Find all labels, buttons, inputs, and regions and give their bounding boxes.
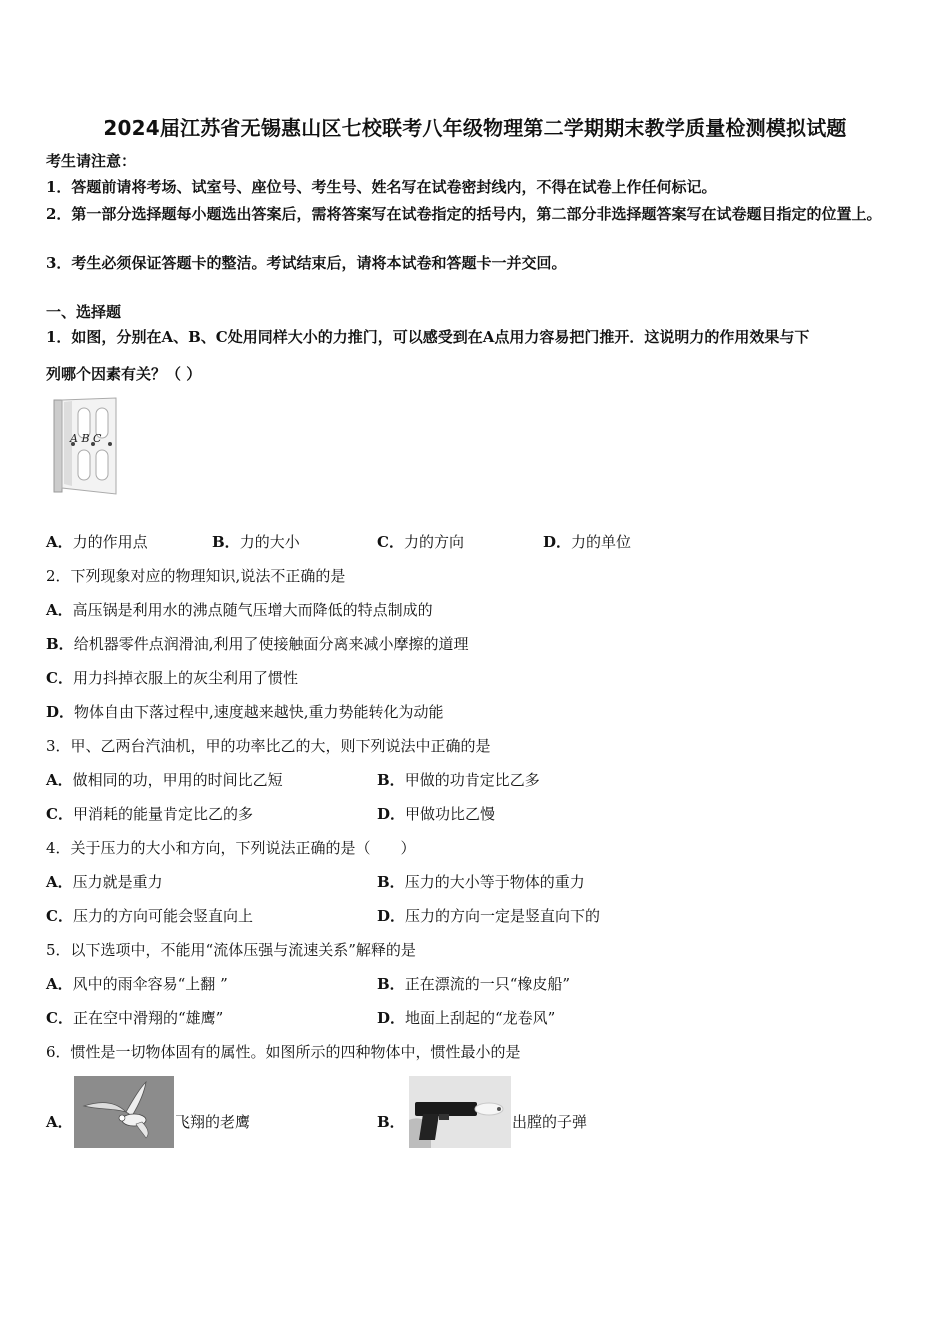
- q1-option-c[interactable]: C．力的方向: [377, 533, 464, 551]
- q2-option-c[interactable]: C．用力抖掉衣服上的灰尘利用了惯性: [46, 669, 298, 687]
- q1-stem-line2: 列哪个因素有关？（ ）: [46, 365, 202, 383]
- q1-option-d[interactable]: D．力的单位: [543, 533, 632, 551]
- q3-option-a[interactable]: A．做相同的功，甲用的时间比乙短: [46, 771, 283, 789]
- q5-option-a[interactable]: A．风中的雨伞容易“上翻 ”: [46, 975, 228, 993]
- q2-stem: 2．下列现象对应的物理知识,说法不正确的是: [46, 567, 346, 585]
- q6-stem: 6．惯性是一切物体固有的属性。如图所示的四种物体中，惯性最小的是: [46, 1043, 521, 1061]
- page-title: 2024届江苏省无锡惠山区七校联考八年级物理第二学期期末教学质量检测模拟试题: [103, 116, 847, 140]
- q1-option-b[interactable]: B．力的大小: [212, 533, 300, 551]
- q6-option-b-text[interactable]: 出膛的子弹: [512, 1113, 588, 1131]
- q5-stem: 5．以下选项中，不能用“流体压强与流速关系”解释的是: [46, 941, 416, 959]
- q4-option-c[interactable]: C．压力的方向可能会竖直向上: [46, 907, 253, 925]
- q5-option-c[interactable]: C．正在空中滑翔的“雄鹰”: [46, 1009, 224, 1027]
- notice-item-2: 2．第一部分选择题每小题选出答案后，需将答案写在试卷指定的括号内，第二部分非选择题答案写在试卷题目指定的位置上。: [46, 205, 882, 223]
- door-point-labels: A B C: [70, 432, 102, 445]
- notice-heading: 考生请注意：: [46, 152, 137, 170]
- bullet-gun-image: [409, 1076, 511, 1148]
- eagle-image: [74, 1076, 174, 1148]
- q4-option-d[interactable]: D．压力的方向一定是竖直向下的: [377, 907, 601, 925]
- q6-option-a-text[interactable]: 飞翔的老鹰: [175, 1113, 251, 1131]
- q6-option-b-letter[interactable]: B．: [377, 1113, 405, 1131]
- q3-option-d[interactable]: D．甲做功比乙慢: [377, 805, 496, 823]
- q2-option-a[interactable]: A．高压锅是利用水的沸点随气压增大而降低的特点制成的: [46, 601, 433, 619]
- q3-option-c[interactable]: C．甲消耗的能量肯定比乙的多: [46, 805, 253, 823]
- q5-option-b[interactable]: B．正在漂流的一只“橡皮船”: [377, 975, 571, 993]
- q3-stem: 3．甲、乙两台汽油机，甲的功率比乙的大，则下列说法中正确的是: [46, 737, 491, 755]
- q4-stem: 4．关于压力的大小和方向，下列说法正确的是（ ）: [46, 839, 416, 857]
- q3-option-b[interactable]: B．甲做的功肯定比乙多: [377, 771, 540, 789]
- notice-item-3: 3．考生必须保证答题卡的整洁。考试结束后，请将本试卷和答题卡一并交回。: [46, 254, 567, 272]
- door-figure: [52, 396, 122, 496]
- q6-option-a-letter[interactable]: A．: [46, 1113, 73, 1131]
- q2-option-d[interactable]: D．物体自由下落过程中,速度越来越快,重力势能转化为动能: [46, 703, 444, 721]
- section-heading: 一、选择题: [46, 303, 122, 321]
- q5-option-d[interactable]: D．地面上刮起的“龙卷风”: [377, 1009, 556, 1027]
- q4-option-b[interactable]: B．压力的大小等于物体的重力: [377, 873, 585, 891]
- q1-option-a[interactable]: A．力的作用点: [46, 533, 148, 551]
- q4-option-a[interactable]: A．压力就是重力: [46, 873, 163, 891]
- q2-option-b[interactable]: B．给机器零件点润滑油,利用了使接触面分离来减小摩擦的道理: [46, 635, 469, 653]
- notice-item-1: 1．答题前请将考场、试室号、座位号、考生号、姓名写在试卷密封线内，不得在试卷上作任何标记。: [46, 178, 717, 196]
- q1-stem-line1: 1．如图，分别在A、B、C处用同样大小的力推门，可以感受到在A点用力容易把门推开．这说明力的作用效果与下: [46, 328, 810, 346]
